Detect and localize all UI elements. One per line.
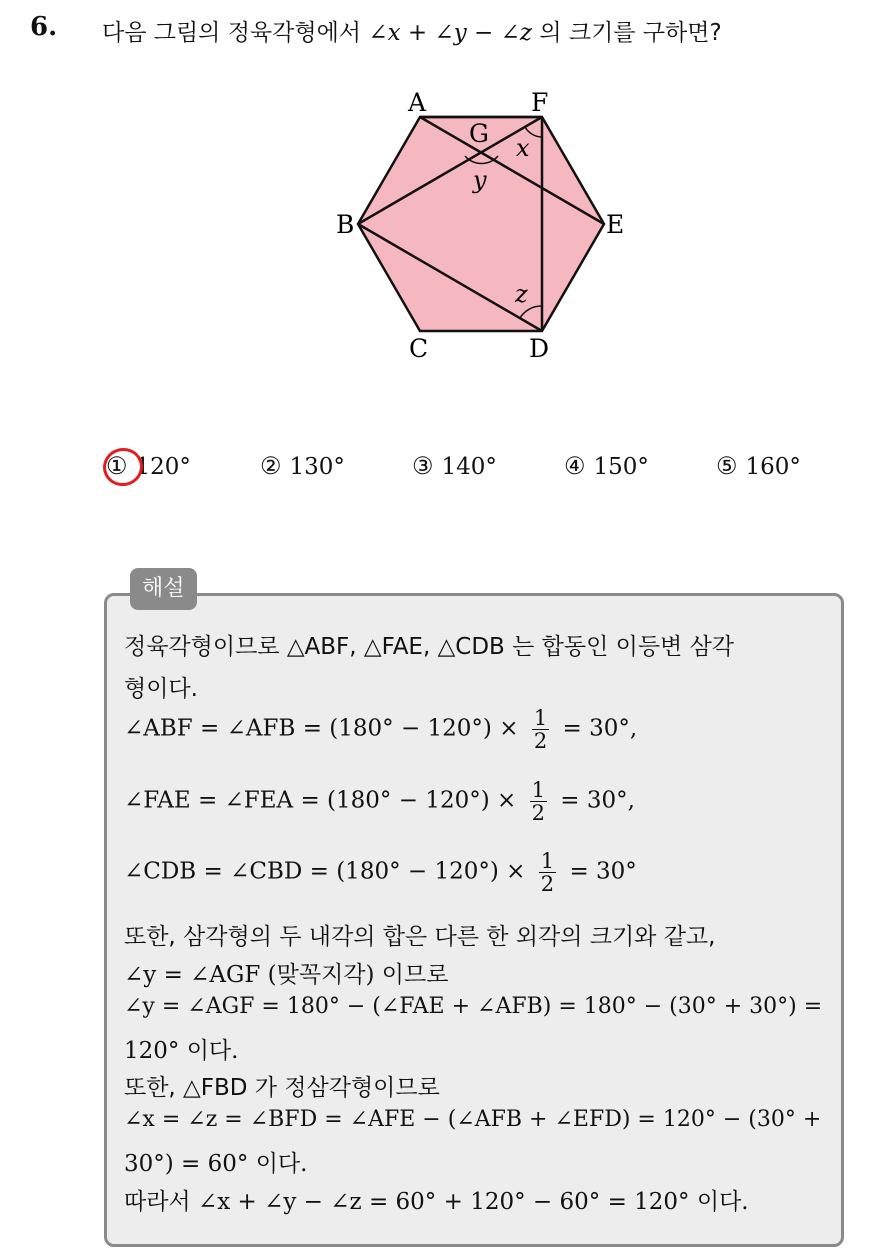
solution-eq-1 (124, 707, 637, 752)
solution-line-6: 120° 이다. (124, 1038, 239, 1064)
vertex-label-c: C (409, 334, 429, 363)
eq-1-right: = 30°, (562, 715, 638, 742)
eq-2-right: = 30°, (560, 787, 635, 814)
vertex-label-d: D (529, 334, 550, 363)
choice-1[interactable] (106, 452, 191, 480)
choice-2-value: 130° (289, 454, 345, 480)
question-expression: ∠x + ∠y − ∠z (368, 20, 533, 46)
choice-3-symbol: ③ (412, 452, 434, 480)
solution-line-9: 30°) = 60° 이다. (124, 1151, 308, 1177)
vertex-label-a: A (408, 88, 427, 117)
angle-label-z: z (515, 280, 528, 308)
eq-3-right: = 30° (569, 858, 637, 885)
solution-line-8: ∠x = ∠z = ∠BFD = ∠AFE − (∠AFB + ∠EFD) = 120° − (30° + (124, 1107, 822, 1132)
choice-4[interactable] (564, 452, 649, 480)
eq-1-left: ∠ABF = ∠AFB = (180° − 120°) × (124, 715, 519, 742)
solution-line-7: 또한, △FBD 가 정삼각형이므로 (124, 1075, 440, 1101)
solution-line-4: ∠y = ∠AGF (맞꼭지각) 이므로 (124, 962, 449, 988)
question-number: 6. (30, 12, 58, 42)
hexagon-figure (320, 80, 640, 370)
answer-choices (100, 452, 840, 492)
choice-5-symbol: ⑤ (716, 452, 738, 480)
solution-eq-2 (124, 779, 635, 824)
vertex-label-b: B (336, 210, 355, 239)
question-prefix: 다음 그림의 정육각형에서 (102, 20, 362, 46)
eq-2-left: ∠FAE = ∠FEA = (180° − 120°) × (124, 787, 517, 814)
choice-5[interactable] (716, 452, 801, 480)
eq-3-left: ∠CDB = ∠CBD = (180° − 120°) × (124, 858, 526, 885)
choice-3-value: 140° (441, 454, 497, 480)
solution-line-5: ∠y = ∠AGF = 180° − (∠FAE + ∠AFB) = 180° − (30° + 30°) = (124, 994, 823, 1019)
solution-line-1: 정육각형이므로 △ABF, △FAE, △CDB 는 합동인 이등변 삼각 (124, 634, 735, 660)
solution-label: 해설 (130, 568, 197, 610)
solution-line-2: 형이다. (124, 676, 198, 702)
choice-1-value: 120° (135, 454, 191, 480)
choice-5-value: 160° (745, 454, 801, 480)
choice-4-symbol: ④ (564, 452, 586, 480)
vertex-label-g: G (469, 119, 489, 148)
fraction-half: $\frac{1}{2}$ (533, 706, 548, 754)
solution-line-10: 따라서 ∠x + ∠y − ∠z = 60° + 120° − 60° = 120° 이다. (124, 1189, 749, 1215)
question-text (102, 14, 722, 47)
choice-3[interactable] (412, 452, 497, 480)
choice-2[interactable] (260, 452, 345, 480)
question-suffix: 의 크기를 구하면? (539, 20, 722, 46)
choice-4-value: 150° (593, 454, 649, 480)
fraction-half: $\frac{1}{2}$ (531, 778, 545, 826)
choice-2-symbol: ② (260, 452, 282, 480)
choice-1-symbol: ① (106, 452, 128, 480)
angle-label-y: y (473, 166, 487, 194)
solution-eq-3 (124, 850, 637, 895)
vertex-label-e: E (606, 210, 625, 239)
fraction-half: $\frac{1}{2}$ (540, 849, 555, 897)
hexagon (358, 117, 604, 331)
angle-label-x: x (516, 134, 530, 162)
solution-line-3: 또한, 삼각형의 두 내각의 합은 다른 한 외각의 크기와 같고, (124, 924, 716, 950)
vertex-label-f: F (531, 88, 549, 117)
